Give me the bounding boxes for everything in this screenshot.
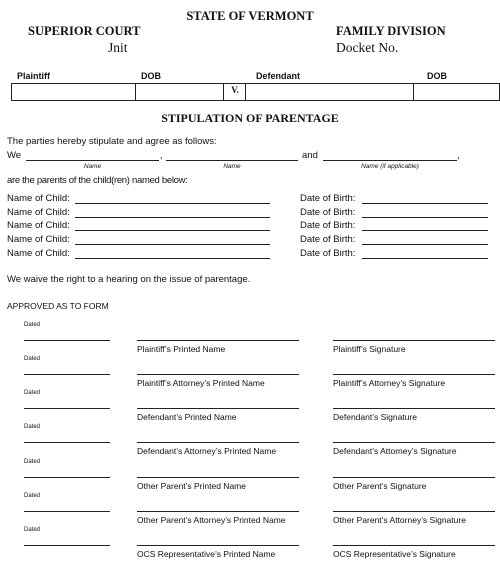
date-field[interactable]	[24, 477, 110, 478]
date-field[interactable]	[24, 545, 110, 546]
child-dob-label: Date of Birth:	[300, 220, 356, 231]
dated-label: Dated	[24, 424, 41, 430]
signature-field[interactable]	[333, 545, 495, 546]
printed-name-label: OCS Representative’s Printed Name	[137, 549, 276, 559]
signature-field[interactable]	[333, 408, 495, 409]
date-field[interactable]	[24, 511, 110, 512]
printed-name-field[interactable]	[137, 374, 299, 375]
dated-label: Dated	[24, 459, 41, 465]
we-label: We	[7, 150, 22, 161]
signature-field[interactable]	[333, 442, 495, 443]
parties-table	[11, 83, 500, 101]
state-title: STATE OF VERMONT	[186, 9, 314, 23]
signature-field[interactable]	[333, 340, 495, 341]
signature-field[interactable]	[333, 511, 495, 512]
child-name-label: Name of Child:	[7, 248, 70, 259]
party-name-field-2[interactable]	[166, 160, 298, 161]
printed-name-field[interactable]	[137, 545, 299, 546]
child-name-field[interactable]	[75, 230, 270, 231]
dated-label: Dated	[24, 322, 41, 328]
child-dob-label: Date of Birth:	[300, 193, 356, 204]
printed-name-field[interactable]	[137, 340, 299, 341]
signature-label: Other Parent’s Attorney’s Signature	[333, 515, 466, 525]
date-field[interactable]	[24, 408, 110, 409]
defendant-field[interactable]	[246, 84, 414, 100]
child-dob-label: Date of Birth:	[300, 234, 356, 245]
parents-text: are the parents of the child(ren) named below:	[7, 175, 188, 186]
name-caption-2: Name	[223, 163, 241, 170]
dated-label: Dated	[24, 493, 41, 499]
stipulation-title: STIPULATION OF PARENTAGE	[161, 111, 339, 125]
printed-name-field[interactable]	[137, 408, 299, 409]
comma-2: ,	[457, 150, 460, 161]
signature-label: OCS Representative’s Signature	[333, 549, 456, 559]
plaintiff-label: Plaintiff	[17, 71, 50, 81]
signature-label: Defendant’s Attorney’s Signature	[333, 446, 457, 456]
comma-1: ,	[160, 150, 163, 161]
signature-label: Plaintiff’s Signature	[333, 344, 406, 354]
defendant-dob-label: DOB	[427, 71, 447, 81]
child-name-label: Name of Child:	[7, 234, 70, 245]
versus-mark: V.	[231, 85, 239, 95]
printed-name-label: Plaintiff’s Printed Name	[137, 344, 226, 354]
signature-field[interactable]	[333, 477, 495, 478]
signature-field[interactable]	[333, 374, 495, 375]
printed-name-label: Plaintiff’s Attorney’s Printed Name	[137, 378, 265, 388]
printed-name-field[interactable]	[137, 442, 299, 443]
defendant-label: Defendant	[256, 71, 301, 81]
child-dob-field[interactable]	[362, 258, 488, 259]
plaintiff-field[interactable]	[12, 84, 136, 100]
party-name-field-3[interactable]	[323, 160, 457, 161]
docket-label: Docket No.	[336, 40, 399, 55]
printed-name-label: Defendant’s Printed Name	[137, 412, 237, 422]
stipulation-intro: The parties hereby stipulate and agree as follows:	[7, 136, 217, 147]
child-dob-field[interactable]	[362, 203, 488, 204]
dated-label: Dated	[24, 527, 41, 533]
plaintiff-dob-field[interactable]	[136, 84, 224, 100]
child-name-label: Name of Child:	[7, 220, 70, 231]
signature-label: Other Parent’s Signature	[333, 481, 427, 491]
date-field[interactable]	[24, 340, 110, 341]
printed-name-field[interactable]	[137, 477, 299, 478]
dated-label: Dated	[24, 356, 41, 362]
court-name: SUPERIOR COURT	[28, 24, 141, 38]
name-caption-1: Name	[83, 163, 102, 170]
party-name-field-1[interactable]	[26, 160, 159, 161]
dated-label: Dated	[24, 390, 41, 396]
and-label: and	[302, 150, 318, 161]
child-dob-field[interactable]	[362, 244, 488, 245]
printed-name-label: Defendant’s Attorney’s Printed Name	[137, 446, 277, 456]
signature-label: Plaintiff’s Attorney’s Signature	[333, 378, 446, 388]
child-name-field[interactable]	[75, 203, 270, 204]
approved-heading: APPROVED AS TO FORM	[7, 301, 109, 311]
child-name-field[interactable]	[75, 258, 270, 259]
printed-name-field[interactable]	[137, 511, 299, 512]
plaintiff-dob-label: DOB	[141, 71, 161, 81]
child-dob-field[interactable]	[362, 217, 488, 218]
child-name-field[interactable]	[75, 244, 270, 245]
child-name-label: Name of Child:	[7, 207, 70, 218]
child-name-label: Name of Child:	[7, 193, 70, 204]
defendant-dob-field[interactable]	[414, 84, 499, 100]
child-name-field[interactable]	[75, 217, 270, 218]
division-name: FAMILY DIVISION	[336, 24, 446, 38]
child-dob-label: Date of Birth:	[300, 207, 356, 218]
signature-label: Defendant’s Signature	[333, 412, 417, 422]
child-dob-field[interactable]	[362, 230, 488, 231]
child-dob-label: Date of Birth:	[300, 248, 356, 259]
date-field[interactable]	[24, 374, 110, 375]
unit-label: Jnit	[108, 40, 128, 55]
date-field[interactable]	[24, 442, 110, 443]
name-caption-3: Name (if applicable)	[361, 163, 419, 170]
printed-name-label: Other Parent’s Attorney’s Printed Name	[137, 515, 286, 525]
waiver-statement: We waive the right to a hearing on the issue of parentage.	[7, 274, 251, 285]
printed-name-label: Other Parent’s Printed Name	[137, 481, 246, 491]
